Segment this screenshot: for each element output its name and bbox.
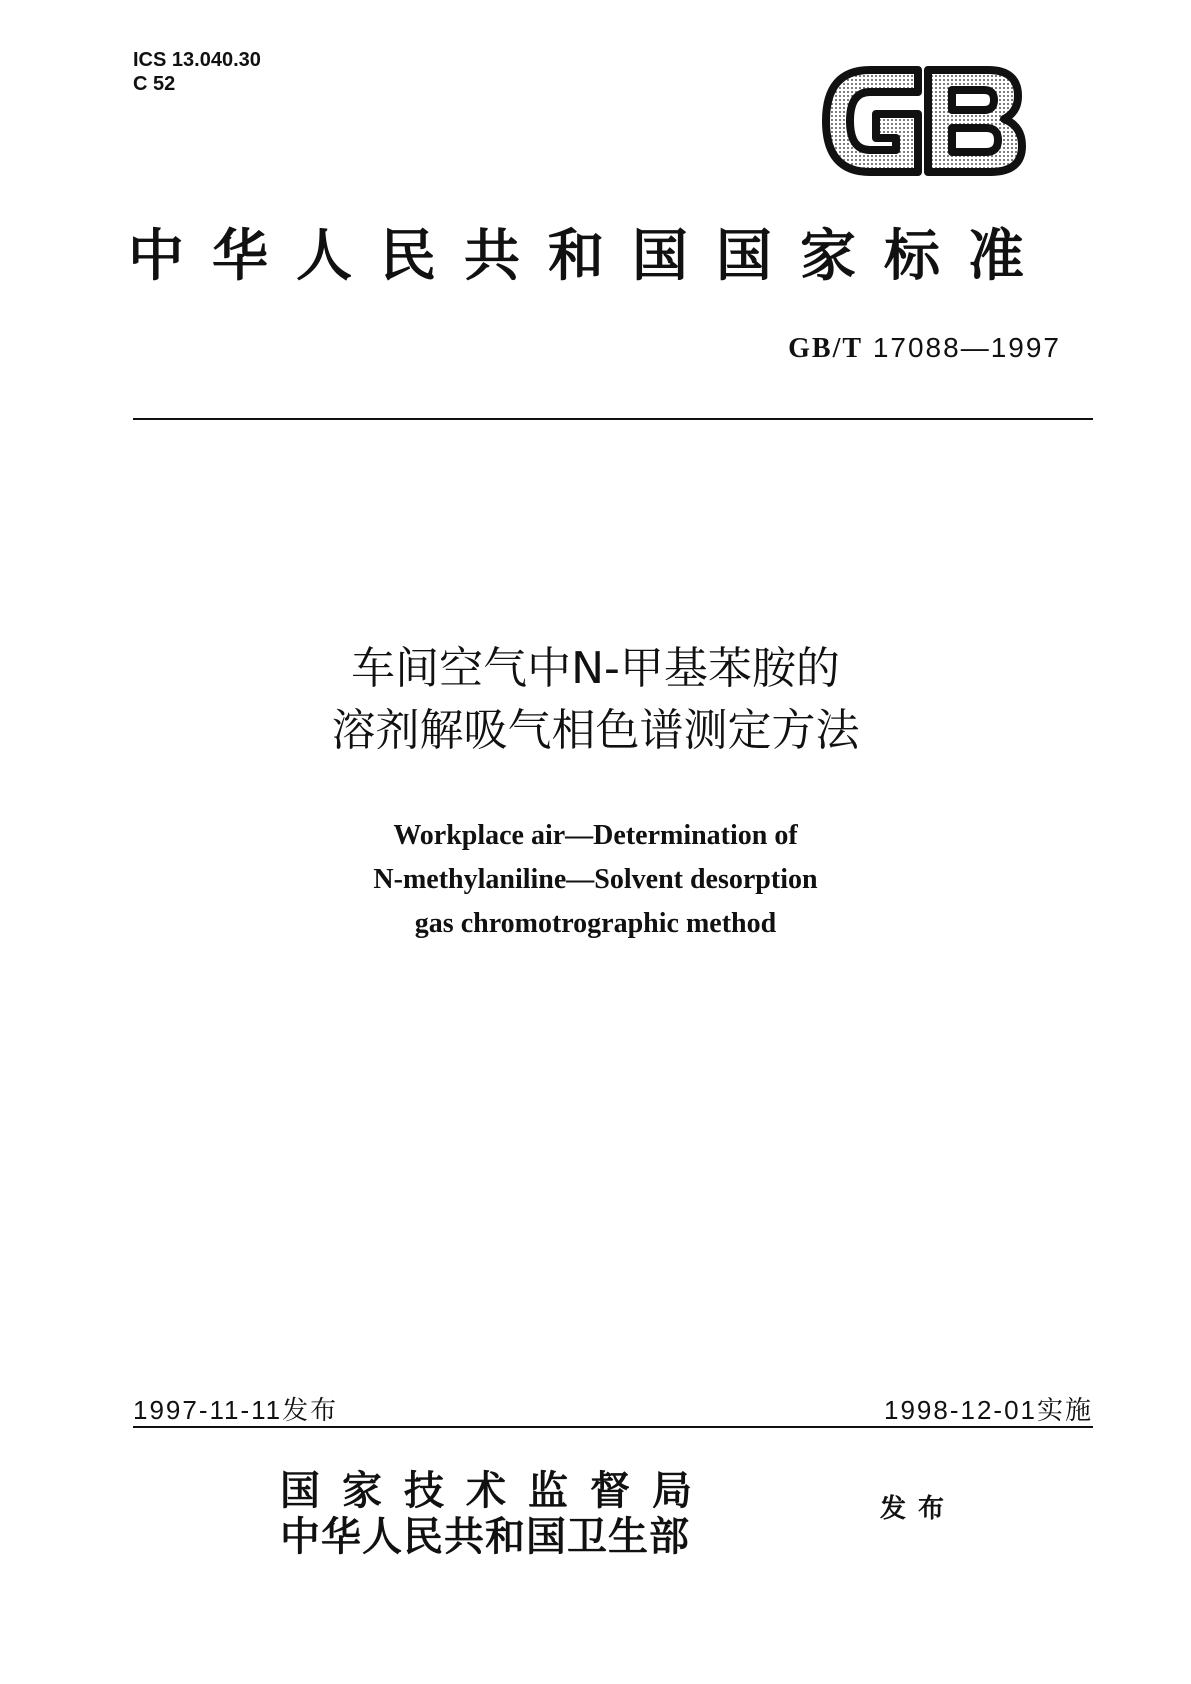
gb-logo-text: GB	[818, 62, 820, 63]
english-title	[0, 814, 1191, 946]
publishers-block	[280, 1468, 714, 1560]
english-title-line-3: gas chromotrographic method	[414, 908, 777, 939]
publish-action-label: 发布	[880, 1494, 957, 1524]
standard-prefix: GB/T	[788, 333, 864, 364]
chinese-title-line-2: 溶剂解吸气相色谱测定方法	[331, 705, 860, 756]
top-divider	[133, 418, 1093, 420]
bottom-divider	[133, 1426, 1093, 1428]
publisher-1: 国家技术监督局	[280, 1467, 714, 1514]
standard-code: 17088—1997	[872, 332, 1061, 363]
publisher-2: 中华人民共和国卫生部	[280, 1513, 690, 1560]
effective-date: 1998-12-01实施	[884, 1395, 1093, 1425]
classification-codes	[133, 48, 261, 96]
chinese-title	[0, 638, 1191, 762]
standard-number	[788, 332, 1061, 365]
english-title-line-1: Workplace air—Determination of	[393, 820, 798, 851]
chinese-title-line-1: 车间空气中N-甲基苯胺的	[351, 643, 840, 694]
gb-standard-logo	[818, 62, 1028, 180]
standard-type-heading: 中华人民共和国国家标准	[128, 224, 1052, 289]
english-title-line-2: N-methylaniline—Solvent desorption	[373, 864, 818, 895]
ics-code: ICS 13.040.30	[133, 49, 261, 71]
issue-date: 1997-11-11发布	[133, 1395, 339, 1425]
ccs-code: C 52	[133, 73, 176, 95]
